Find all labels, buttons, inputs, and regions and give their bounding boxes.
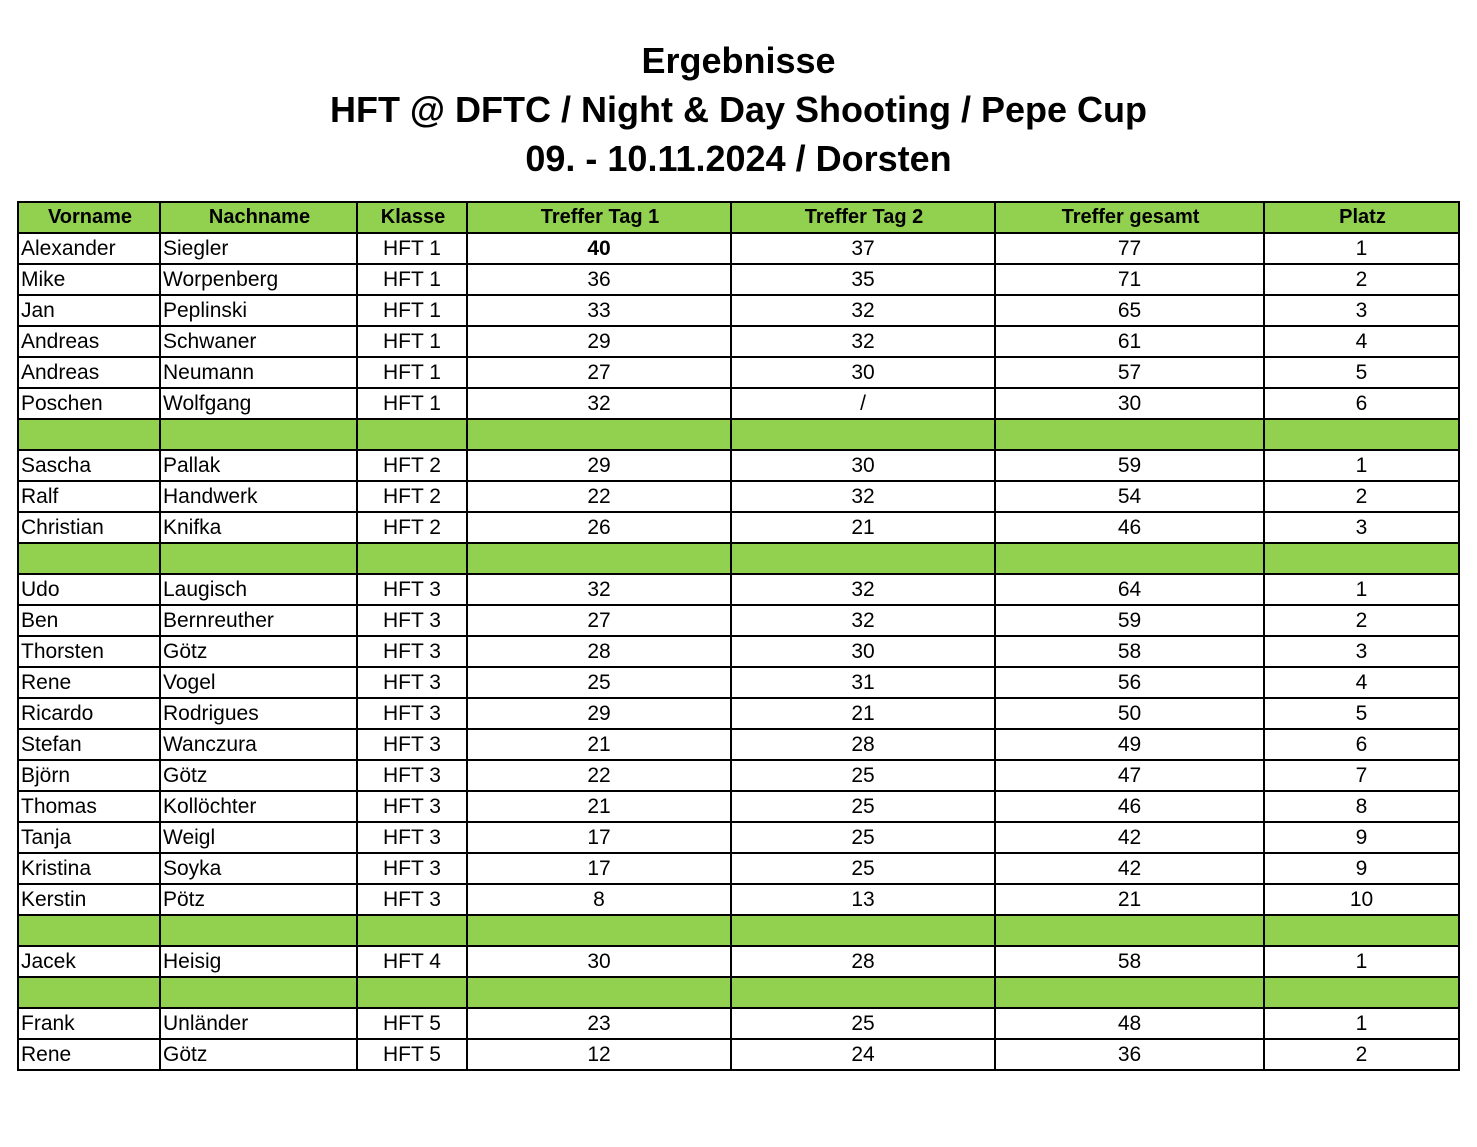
- cell-nachname: Vogel: [160, 667, 357, 698]
- cell-klasse: HFT 1: [357, 357, 467, 388]
- cell-treffer-gesamt: 47: [995, 760, 1264, 791]
- separator-cell: [357, 543, 467, 574]
- cell-treffer-gesamt: 46: [995, 512, 1264, 543]
- column-header-treffer-gesamt: Treffer gesamt: [995, 202, 1264, 233]
- cell-treffer-tag-2: 32: [731, 295, 995, 326]
- separator-cell: [467, 915, 731, 946]
- cell-klasse: HFT 3: [357, 791, 467, 822]
- cell-treffer-gesamt: 50: [995, 698, 1264, 729]
- cell-nachname: Handwerk: [160, 481, 357, 512]
- separator-cell: [1264, 419, 1459, 450]
- cell-klasse: HFT 3: [357, 822, 467, 853]
- separator-cell: [995, 543, 1264, 574]
- cell-vorname: Frank: [18, 1008, 160, 1039]
- table-row: [18, 388, 1459, 419]
- cell-vorname: Kristina: [18, 853, 160, 884]
- cell-treffer-tag-1: 8: [467, 884, 731, 915]
- cell-nachname: Worpenberg: [160, 264, 357, 295]
- cell-platz: 3: [1264, 636, 1459, 667]
- table-row: [18, 1039, 1459, 1070]
- cell-treffer-tag-1: 28: [467, 636, 731, 667]
- results-body: [18, 233, 1459, 1070]
- cell-treffer-gesamt: 61: [995, 326, 1264, 357]
- separator-cell: [731, 977, 995, 1008]
- cell-klasse: HFT 3: [357, 729, 467, 760]
- cell-treffer-tag-2: 32: [731, 574, 995, 605]
- cell-klasse: HFT 1: [357, 233, 467, 264]
- cell-treffer-gesamt: 21: [995, 884, 1264, 915]
- cell-klasse: HFT 1: [357, 264, 467, 295]
- cell-platz: 7: [1264, 760, 1459, 791]
- cell-vorname: Thomas: [18, 791, 160, 822]
- cell-platz: 5: [1264, 357, 1459, 388]
- cell-treffer-tag-2: 30: [731, 636, 995, 667]
- cell-treffer-tag-1: 29: [467, 698, 731, 729]
- table-row: [18, 636, 1459, 667]
- cell-treffer-gesamt: 48: [995, 1008, 1264, 1039]
- cell-vorname: Andreas: [18, 326, 160, 357]
- cell-klasse: HFT 4: [357, 946, 467, 977]
- cell-klasse: HFT 5: [357, 1008, 467, 1039]
- separator-cell: [731, 419, 995, 450]
- cell-nachname: Pallak: [160, 450, 357, 481]
- cell-nachname: Weigl: [160, 822, 357, 853]
- cell-treffer-gesamt: 42: [995, 853, 1264, 884]
- class-separator-row: [18, 977, 1459, 1008]
- table-row: [18, 357, 1459, 388]
- cell-nachname: Unländer: [160, 1008, 357, 1039]
- cell-nachname: Peplinski: [160, 295, 357, 326]
- cell-klasse: HFT 3: [357, 605, 467, 636]
- header-row: [18, 202, 1459, 233]
- separator-cell: [1264, 543, 1459, 574]
- cell-platz: 5: [1264, 698, 1459, 729]
- title-heading: Ergebnisse: [641, 40, 836, 81]
- cell-treffer-gesamt: 57: [995, 357, 1264, 388]
- cell-treffer-tag-1: 27: [467, 605, 731, 636]
- table-row: [18, 884, 1459, 915]
- cell-treffer-gesamt: 65: [995, 295, 1264, 326]
- cell-treffer-tag-2: 25: [731, 822, 995, 853]
- cell-vorname: Thorsten: [18, 636, 160, 667]
- cell-treffer-tag-1: 12: [467, 1039, 731, 1070]
- separator-cell: [357, 915, 467, 946]
- cell-nachname: Bernreuther: [160, 605, 357, 636]
- cell-treffer-tag-1: 30: [467, 946, 731, 977]
- cell-treffer-gesamt: 59: [995, 450, 1264, 481]
- table-row: [18, 667, 1459, 698]
- cell-nachname: Götz: [160, 636, 357, 667]
- column-header-treffer-tag-2: Treffer Tag 2: [731, 202, 995, 233]
- cell-klasse: HFT 2: [357, 512, 467, 543]
- cell-nachname: Schwaner: [160, 326, 357, 357]
- separator-cell: [18, 543, 160, 574]
- cell-treffer-tag-1: 17: [467, 853, 731, 884]
- document-title: [0, 36, 1477, 183]
- separator-cell: [357, 977, 467, 1008]
- cell-treffer-tag-1: 27: [467, 357, 731, 388]
- table-row: [18, 760, 1459, 791]
- cell-platz: 10: [1264, 884, 1459, 915]
- column-header-treffer-tag-1: Treffer Tag 1: [467, 202, 731, 233]
- cell-treffer-gesamt: 58: [995, 946, 1264, 977]
- separator-cell: [995, 977, 1264, 1008]
- cell-klasse: HFT 3: [357, 636, 467, 667]
- cell-nachname: Kollöchter: [160, 791, 357, 822]
- cell-treffer-tag-2: /: [731, 388, 995, 419]
- cell-vorname: Mike: [18, 264, 160, 295]
- cell-nachname: Wanczura: [160, 729, 357, 760]
- cell-treffer-tag-1: 29: [467, 450, 731, 481]
- table-row: [18, 233, 1459, 264]
- cell-nachname: Soyka: [160, 853, 357, 884]
- cell-klasse: HFT 1: [357, 388, 467, 419]
- table-row: [18, 295, 1459, 326]
- cell-platz: 3: [1264, 295, 1459, 326]
- cell-vorname: Ricardo: [18, 698, 160, 729]
- cell-nachname: Pötz: [160, 884, 357, 915]
- cell-platz: 2: [1264, 1039, 1459, 1070]
- cell-treffer-gesamt: 42: [995, 822, 1264, 853]
- cell-treffer-tag-1: 26: [467, 512, 731, 543]
- cell-vorname: Andreas: [18, 357, 160, 388]
- table-row: [18, 698, 1459, 729]
- column-header-nachname: Nachname: [160, 202, 357, 233]
- cell-treffer-tag-2: 28: [731, 946, 995, 977]
- cell-nachname: Götz: [160, 1039, 357, 1070]
- table-row: [18, 264, 1459, 295]
- cell-nachname: Heisig: [160, 946, 357, 977]
- separator-cell: [160, 915, 357, 946]
- cell-vorname: Alexander: [18, 233, 160, 264]
- cell-platz: 3: [1264, 512, 1459, 543]
- cell-platz: 9: [1264, 853, 1459, 884]
- cell-klasse: HFT 3: [357, 853, 467, 884]
- cell-vorname: Ben: [18, 605, 160, 636]
- cell-nachname: Rodrigues: [160, 698, 357, 729]
- cell-klasse: HFT 2: [357, 450, 467, 481]
- cell-treffer-tag-2: 32: [731, 481, 995, 512]
- cell-klasse: HFT 3: [357, 760, 467, 791]
- separator-cell: [995, 419, 1264, 450]
- cell-vorname: Kerstin: [18, 884, 160, 915]
- table-row: [18, 450, 1459, 481]
- cell-vorname: Rene: [18, 1039, 160, 1070]
- cell-treffer-tag-1: 22: [467, 760, 731, 791]
- cell-platz: 2: [1264, 264, 1459, 295]
- cell-platz: 9: [1264, 822, 1459, 853]
- cell-treffer-tag-2: 30: [731, 357, 995, 388]
- cell-platz: 1: [1264, 574, 1459, 605]
- table-row: [18, 326, 1459, 357]
- cell-treffer-tag-1: 22: [467, 481, 731, 512]
- cell-treffer-tag-1: 17: [467, 822, 731, 853]
- cell-platz: 6: [1264, 388, 1459, 419]
- column-header-platz: Platz: [1264, 202, 1459, 233]
- cell-nachname: Siegler: [160, 233, 357, 264]
- cell-klasse: HFT 3: [357, 884, 467, 915]
- cell-nachname: Laugisch: [160, 574, 357, 605]
- cell-treffer-gesamt: 36: [995, 1039, 1264, 1070]
- table-row: [18, 822, 1459, 853]
- separator-cell: [1264, 977, 1459, 1008]
- separator-cell: [467, 543, 731, 574]
- cell-klasse: HFT 2: [357, 481, 467, 512]
- cell-klasse: HFT 1: [357, 326, 467, 357]
- separator-cell: [160, 977, 357, 1008]
- cell-treffer-tag-1: 25: [467, 667, 731, 698]
- table-row: [18, 853, 1459, 884]
- cell-platz: 2: [1264, 605, 1459, 636]
- cell-nachname: Knifka: [160, 512, 357, 543]
- column-header-vorname: Vorname: [18, 202, 160, 233]
- cell-klasse: HFT 5: [357, 1039, 467, 1070]
- cell-treffer-tag-1: 32: [467, 574, 731, 605]
- cell-treffer-tag-2: 37: [731, 233, 995, 264]
- cell-klasse: HFT 1: [357, 295, 467, 326]
- cell-nachname: Neumann: [160, 357, 357, 388]
- cell-treffer-tag-2: 24: [731, 1039, 995, 1070]
- cell-treffer-tag-2: 25: [731, 853, 995, 884]
- cell-treffer-gesamt: 49: [995, 729, 1264, 760]
- separator-cell: [1264, 915, 1459, 946]
- cell-treffer-gesamt: 30: [995, 388, 1264, 419]
- cell-platz: 6: [1264, 729, 1459, 760]
- cell-treffer-tag-1: 29: [467, 326, 731, 357]
- cell-treffer-tag-2: 30: [731, 450, 995, 481]
- cell-treffer-tag-2: 21: [731, 512, 995, 543]
- title-date-location: 09. - 10.11.2024 / Dorsten: [525, 138, 952, 179]
- cell-vorname: Udo: [18, 574, 160, 605]
- cell-treffer-tag-2: 28: [731, 729, 995, 760]
- cell-platz: 2: [1264, 481, 1459, 512]
- cell-treffer-gesamt: 59: [995, 605, 1264, 636]
- table-row: [18, 481, 1459, 512]
- table-row: [18, 791, 1459, 822]
- cell-treffer-tag-2: 25: [731, 791, 995, 822]
- cell-treffer-tag-2: 31: [731, 667, 995, 698]
- cell-treffer-gesamt: 77: [995, 233, 1264, 264]
- table-row: [18, 946, 1459, 977]
- table-row: [18, 729, 1459, 760]
- cell-treffer-gesamt: 46: [995, 791, 1264, 822]
- cell-vorname: Christian: [18, 512, 160, 543]
- separator-cell: [467, 419, 731, 450]
- cell-platz: 1: [1264, 450, 1459, 481]
- cell-vorname: Rene: [18, 667, 160, 698]
- cell-vorname: Jacek: [18, 946, 160, 977]
- cell-vorname: Tanja: [18, 822, 160, 853]
- table-row: [18, 1008, 1459, 1039]
- cell-treffer-tag-2: 21: [731, 698, 995, 729]
- cell-vorname: Poschen: [18, 388, 160, 419]
- cell-platz: 1: [1264, 233, 1459, 264]
- cell-treffer-gesamt: 56: [995, 667, 1264, 698]
- cell-klasse: HFT 3: [357, 698, 467, 729]
- cell-treffer-tag-1: 21: [467, 791, 731, 822]
- cell-vorname: Jan: [18, 295, 160, 326]
- cell-vorname: Ralf: [18, 481, 160, 512]
- cell-nachname: Wolfgang: [160, 388, 357, 419]
- separator-cell: [357, 419, 467, 450]
- cell-vorname: Stefan: [18, 729, 160, 760]
- cell-treffer-tag-1: 33: [467, 295, 731, 326]
- separator-cell: [995, 915, 1264, 946]
- cell-treffer-tag-2: 25: [731, 760, 995, 791]
- cell-platz: 4: [1264, 326, 1459, 357]
- cell-treffer-tag-2: 32: [731, 605, 995, 636]
- cell-treffer-gesamt: 71: [995, 264, 1264, 295]
- separator-cell: [467, 977, 731, 1008]
- table-row: [18, 605, 1459, 636]
- cell-nachname: Götz: [160, 760, 357, 791]
- cell-vorname: Björn: [18, 760, 160, 791]
- results-table: [17, 201, 1460, 1071]
- separator-cell: [731, 543, 995, 574]
- cell-treffer-tag-2: 35: [731, 264, 995, 295]
- cell-platz: 4: [1264, 667, 1459, 698]
- cell-treffer-tag-1: 36: [467, 264, 731, 295]
- class-separator-row: [18, 419, 1459, 450]
- cell-platz: 1: [1264, 946, 1459, 977]
- separator-cell: [731, 915, 995, 946]
- cell-treffer-gesamt: 64: [995, 574, 1264, 605]
- cell-klasse: HFT 3: [357, 667, 467, 698]
- class-separator-row: [18, 543, 1459, 574]
- cell-vorname: Sascha: [18, 450, 160, 481]
- cell-treffer-tag-1: 23: [467, 1008, 731, 1039]
- class-separator-row: [18, 915, 1459, 946]
- column-header-klasse: Klasse: [357, 202, 467, 233]
- cell-treffer-tag-2: 13: [731, 884, 995, 915]
- title-event: HFT @ DFTC / Night & Day Shooting / Pepe Cup: [329, 89, 1148, 130]
- separator-cell: [18, 419, 160, 450]
- cell-klasse: HFT 3: [357, 574, 467, 605]
- table-row: [18, 512, 1459, 543]
- cell-platz: 8: [1264, 791, 1459, 822]
- separator-cell: [18, 915, 160, 946]
- separator-cell: [160, 419, 357, 450]
- cell-treffer-tag-2: 25: [731, 1008, 995, 1039]
- separator-cell: [160, 543, 357, 574]
- cell-treffer-gesamt: 54: [995, 481, 1264, 512]
- cell-treffer-tag-1: 21: [467, 729, 731, 760]
- cell-treffer-gesamt: 58: [995, 636, 1264, 667]
- cell-treffer-tag-1: 32: [467, 388, 731, 419]
- cell-platz: 1: [1264, 1008, 1459, 1039]
- separator-cell: [18, 977, 160, 1008]
- cell-treffer-tag-2: 32: [731, 326, 995, 357]
- table-row: [18, 574, 1459, 605]
- cell-treffer-tag-1: 40: [467, 233, 731, 264]
